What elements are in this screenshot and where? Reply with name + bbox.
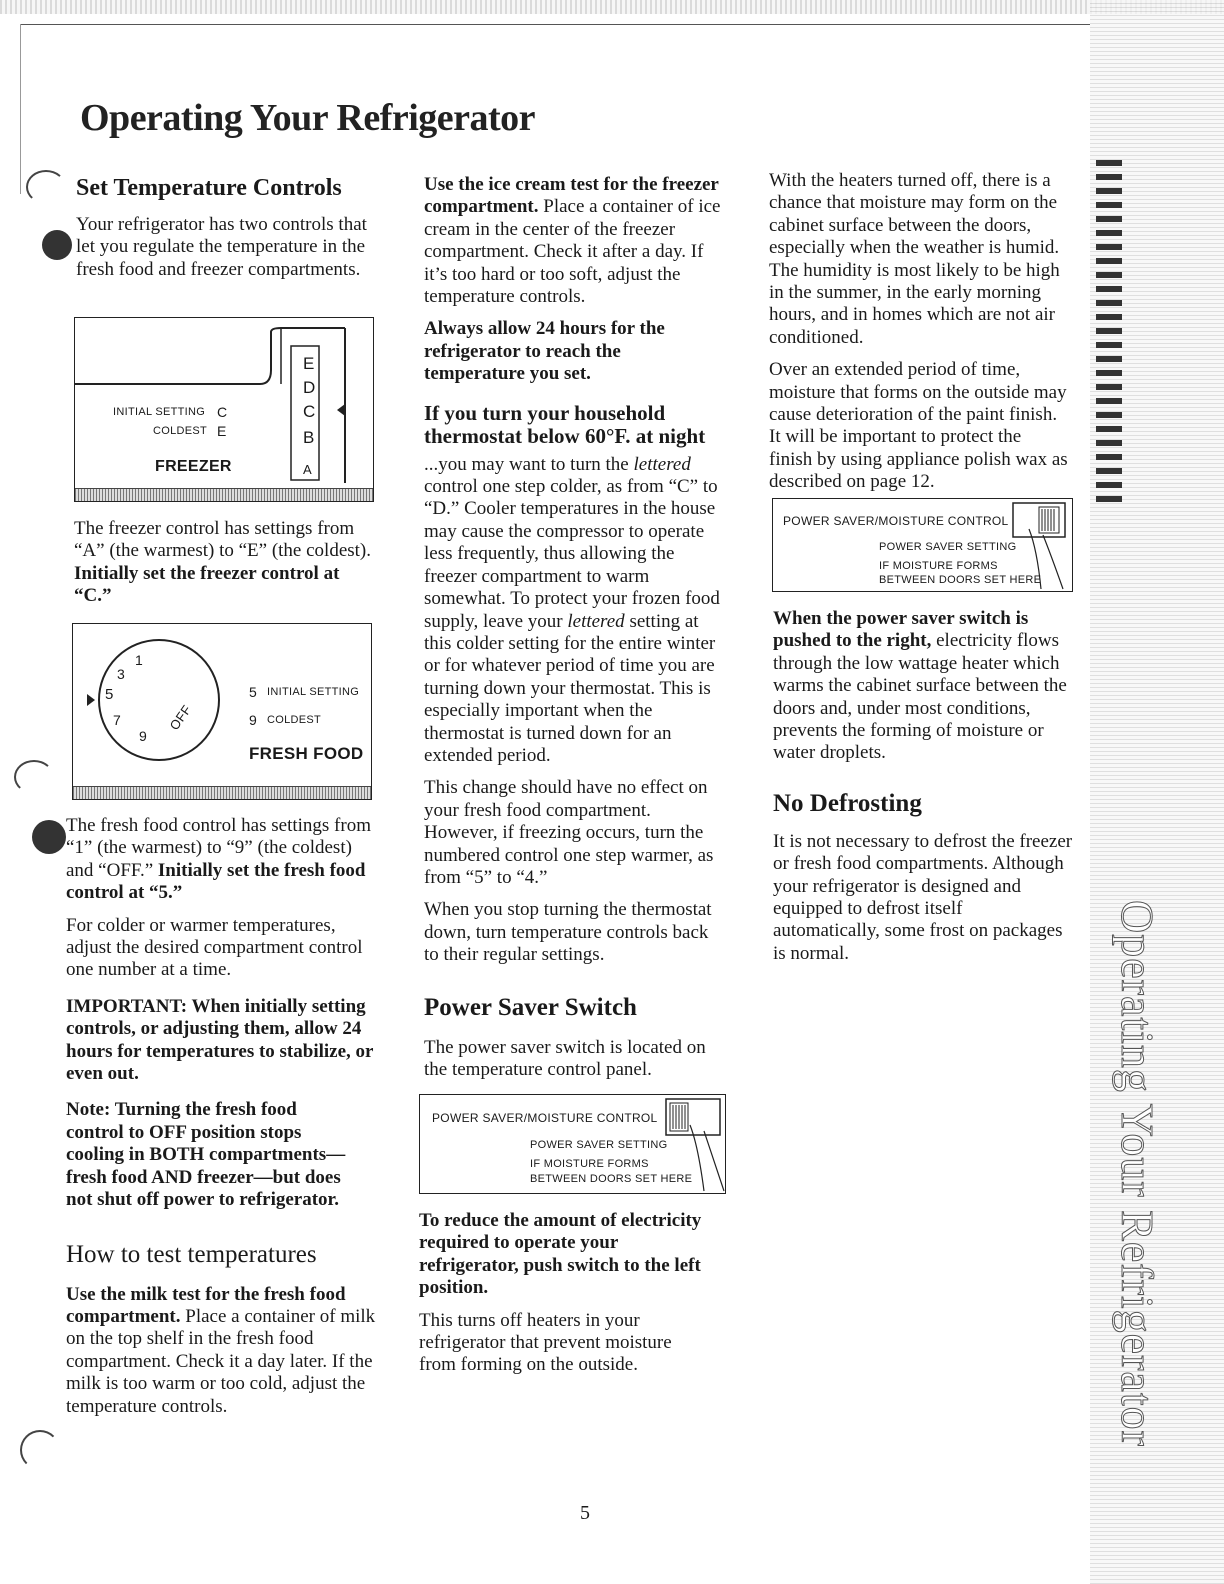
dial-mark-7: 7 [113, 712, 122, 728]
fresh-settings-text: The fresh food control has settings from “1” (the warmest) to “9” (the coldest) and “OFF.” [66, 815, 371, 881]
power-saver-switch-icon[interactable] [1011, 499, 1069, 591]
thermostat-text-c: setting at this colder setting for the entire winter or for whatever period of time you are turning down your thermostat. This is especially important when the thermostat is turned down for an extended period. [424, 610, 716, 766]
allow-24-hours: Always allow 24 hours for the refrigerator to reach the temperature you set. [424, 318, 665, 385]
thermostat-text-a: ...you may want to turn the [424, 453, 629, 475]
freezer-letter-e: E [303, 354, 315, 373]
side-index-marks [1096, 160, 1136, 510]
binder-hole-mark [42, 230, 72, 260]
freezer-letter-c: C [303, 402, 316, 421]
freezer-letter-b: B [303, 428, 315, 447]
column-2 [424, 174, 724, 1091]
power-saver-location: The power saver switch is located on the temperature control panel. [424, 1036, 706, 1080]
binder-hole-mark [26, 170, 66, 204]
scan-edge-top [0, 0, 1224, 14]
power-saver-panel [419, 1094, 726, 1194]
fresh-food-control-panel [72, 623, 372, 800]
freezer-control-panel [74, 317, 374, 502]
freezer-initial-value: C [217, 404, 228, 420]
lettered-emphasis: lettered [567, 610, 625, 632]
no-effect-text: This change should have no effect on your fresh food compartment. However, if freezing occurs, turn the numbered control one step warmer, as from “5” to “4.” [424, 777, 714, 888]
top-rule [20, 24, 1090, 25]
column-2-lower [419, 1210, 709, 1387]
fresh-coldest-value: 9 [249, 712, 258, 728]
dial-mark-1: 1 [135, 652, 144, 668]
fresh-initial-value: 5 [249, 684, 258, 700]
power-saver-right-heading: When the power saver switch is pushed to the right, [773, 608, 1029, 652]
intro-text: Your refrigerator has two controls that let you regulate the temperature in the fresh food and freezer compartments. [76, 214, 367, 280]
freezer-settings [74, 518, 374, 618]
milk-test-heading: Use the milk test for the fresh food compartment. [66, 1283, 346, 1327]
fresh-coldest-label: COLDEST [267, 714, 322, 726]
moisture-text: With the heaters turned off, there is a chance that moisture may form on the cabinet surface between the doors, especially when the weather is humid. The humidity is most likely to be high in the summer, in the early morning hours, and in homes which are not air conditioned. [769, 170, 1060, 348]
milk-test-text: Place a container of milk on the top shelf in the fresh food compartment. Check it a day later. If the milk is too warm or too cold, adjust the temperature controls. [66, 1305, 376, 1417]
reduce-electricity-instruction: To reduce the amount of electricity required to operate your refrigerator, push switch to the left position. [419, 1210, 702, 1299]
ice-cream-test-heading: Use the ice cream test for the freezer compartment. [424, 174, 719, 218]
set-temperature-heading: Set Temperature Controls [76, 175, 342, 201]
thermostat-text-b: control one step colder, as from “C” to “D.” Cooler temperatures in the house may cause the compressor to operate less frequently, thus allowing the freezer compartment to warm somewhat. To protect your frozen food supply, leave your [424, 476, 720, 632]
freezer-initial-label: INITIAL SETTING [113, 406, 206, 418]
power-saver-switch-icon[interactable] [664, 1095, 724, 1193]
power-saver-right-text: electricity flows through the low wattage heater which warms the cabinet surface between the doors and, under most conditions, prevents the forming of moisture or water droplets. [773, 630, 1067, 764]
freezer-settings-text: The freezer control has settings from “A” (the warmest) to “E” (the coldest). [74, 518, 372, 562]
ps-panel-line1: POWER SAVER SETTING [879, 541, 1017, 553]
dial-mark-off: OFF [166, 702, 195, 733]
stop-turning-text: When you stop turning the thermostat down, turn temperature controls back to their regular settings. [424, 899, 712, 966]
fresh-initial-label: INITIAL SETTING [267, 686, 360, 698]
no-defrosting-text: It is not necessary to defrost the freezer or fresh food compartments. Although your refrigerator is designed and equipped to defrost itself automatically, some frost on packages is normal. [773, 830, 1073, 964]
dial-mark-3: 3 [117, 666, 126, 682]
binder-hole-mark [14, 760, 54, 794]
binder-hole-mark [32, 820, 66, 854]
test-temperatures-heading: How to test temperatures [66, 1240, 317, 1268]
left-rule [20, 24, 21, 194]
column-1-lower [66, 815, 376, 1428]
panel-hatching [73, 786, 371, 799]
fresh-food-dial [87, 630, 237, 780]
freezer-name: FREEZER [155, 458, 232, 475]
binder-hole-mark [20, 1430, 60, 1470]
panel-hatching [75, 488, 373, 501]
heaters-off-text: This turns off heaters in your refrigerator that prevent moisture from forming on the outside. [419, 1309, 672, 1376]
column-3 [769, 170, 1069, 504]
freezer-letter-a: A [303, 462, 312, 477]
column-1 [76, 174, 376, 291]
ps-panel-title: POWER SAVER/MOISTURE CONTROL [783, 514, 1009, 528]
thermostat-heading: If you turn your household thermostat below 60°F. at night [424, 400, 706, 448]
power-saver-heading: Power Saver Switch [424, 993, 637, 1021]
page-number: 5 [580, 1502, 590, 1524]
ps-panel-line2: IF MOISTURE FORMS [530, 1158, 649, 1170]
dial-mark-5: 5 [105, 686, 114, 703]
fresh-panel-name: FRESH FOOD [249, 744, 364, 763]
no-defrosting-heading: No Defrosting [773, 789, 922, 817]
colder-warmer-text: For colder or warmer temperatures, adjust the desired compartment control one number at a time. [66, 914, 363, 981]
extended-period-text: Over an extended period of time, moisture that forms on the outside may cause deterioration of the paint finish. It will be important to protect the finish by using appliance polish wax as described on page 12. [769, 359, 1068, 493]
freezer-coldest-value: E [217, 423, 227, 439]
side-tab-title: Operating Your Refrigerator [1112, 900, 1163, 1447]
dial-mark-9: 9 [139, 728, 148, 744]
column-3-lower [773, 608, 1073, 975]
ps-panel-line2: IF MOISTURE FORMS [879, 560, 998, 572]
ps-panel-line3: BETWEEN DOORS SET HERE [879, 574, 1042, 586]
page-title: Operating Your Refrigerator [80, 97, 536, 139]
freezer-letter-d: D [303, 378, 316, 397]
ice-cream-test-text: Place a container of ice cream in the center of the freezer compartment. Check it after a day. If it’s too hard or too soft, adjust the temperature controls. [424, 196, 721, 308]
ps-panel-line3: BETWEEN DOORS SET HERE [530, 1173, 693, 1185]
lettered-emphasis: lettered [633, 453, 691, 475]
ps-panel-title: POWER SAVER/MOISTURE CONTROL [432, 1111, 658, 1125]
freezer-coldest-label: COLDEST [153, 425, 208, 437]
power-saver-panel-right [772, 498, 1073, 592]
important-note: IMPORTANT: When initially setting controls, or adjusting them, allow 24 hours for temperatures to stabilize, or even out. [66, 995, 374, 1085]
off-position-note: Note: Turning the fresh food control to OFF position stops cooling in BOTH compartments—fresh food AND freezer—but does not shut off power to refrigerator. [66, 1099, 346, 1211]
freezer-initial-instruction: Initially set the freezer control at “C.” [74, 562, 340, 607]
fresh-initial-instruction: Initially set the fresh food control at “5.” [66, 859, 366, 904]
ps-panel-line1: POWER SAVER SETTING [530, 1139, 668, 1151]
